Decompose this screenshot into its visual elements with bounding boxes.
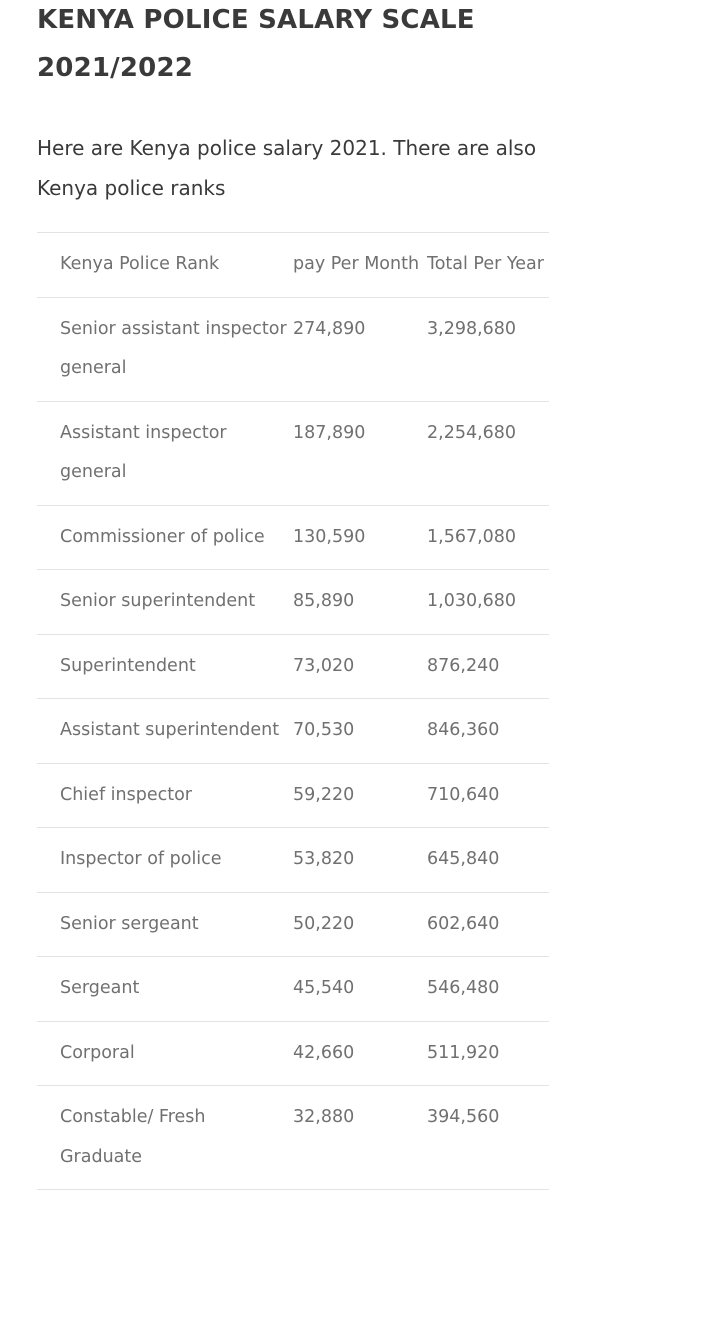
rank-cell: Chief inspector	[37, 763, 293, 828]
pay-per-month-cell: 50,220	[293, 892, 427, 957]
total-per-year-cell: 645,840	[427, 828, 549, 893]
pay-per-month-cell: 42,660	[293, 1021, 427, 1086]
pay-per-month-cell: 32,880	[293, 1086, 427, 1190]
header-rank: Kenya Police Rank	[37, 233, 293, 298]
page-title: KENYA POLICE SALARY SCALE 2021/2022	[37, 5, 475, 83]
total-per-year-cell: 602,640	[427, 892, 549, 957]
rank-cell: Senior sergeant	[37, 892, 293, 957]
total-per-year-cell: 394,560	[427, 1086, 549, 1190]
table-row	[37, 570, 549, 635]
rank-cell: Constable/ Fresh Graduate	[37, 1086, 293, 1190]
table-row	[37, 401, 549, 505]
table-row	[37, 828, 549, 893]
total-per-year-cell: 2,254,680	[427, 401, 549, 505]
rank-cell: Commissioner of police	[37, 505, 293, 570]
table-row	[37, 699, 549, 764]
pay-per-month-cell: 187,890	[293, 401, 427, 505]
table-row	[37, 1086, 549, 1190]
header-total-per-year: Total Per Year	[427, 233, 549, 298]
total-per-year-cell: 710,640	[427, 763, 549, 828]
table-row	[37, 892, 549, 957]
pay-per-month-cell: 85,890	[293, 570, 427, 635]
pay-per-month-cell: 59,220	[293, 763, 427, 828]
total-per-year-cell: 846,360	[427, 699, 549, 764]
table-row	[37, 1021, 549, 1086]
table-row	[37, 634, 549, 699]
total-per-year-cell: 876,240	[427, 634, 549, 699]
header-pay-per-month: pay Per Month	[293, 233, 427, 298]
rank-cell: Senior superintendent	[37, 570, 293, 635]
table-header-row	[37, 233, 549, 298]
rank-cell: Corporal	[37, 1021, 293, 1086]
pay-per-month-cell: 70,530	[293, 699, 427, 764]
pay-per-month-cell: 130,590	[293, 505, 427, 570]
rank-cell: Sergeant	[37, 957, 293, 1022]
salary-table	[37, 232, 549, 1190]
total-per-year-cell: 1,030,680	[427, 570, 549, 635]
table-row	[37, 957, 549, 1022]
table-row	[37, 763, 549, 828]
pay-per-month-cell: 73,020	[293, 634, 427, 699]
pay-per-month-cell: 53,820	[293, 828, 427, 893]
rank-cell: Assistant inspector general	[37, 401, 293, 505]
pay-per-month-cell: 45,540	[293, 957, 427, 1022]
table-row	[37, 297, 549, 401]
total-per-year-cell: 1,567,080	[427, 505, 549, 570]
intro-paragraph: Here are Kenya police salary 2021. There are also Kenya police ranks	[37, 136, 537, 200]
total-per-year-cell: 3,298,680	[427, 297, 549, 401]
pay-per-month-cell: 274,890	[293, 297, 427, 401]
total-per-year-cell: 511,920	[427, 1021, 549, 1086]
rank-cell: Inspector of police	[37, 828, 293, 893]
rank-cell: Superintendent	[37, 634, 293, 699]
article	[37, 0, 557, 1167]
rank-cell: Assistant superintendent	[37, 699, 293, 764]
rank-cell: Senior assistant inspector general	[37, 297, 293, 401]
total-per-year-cell: 546,480	[427, 957, 549, 1022]
table-row	[37, 505, 549, 570]
